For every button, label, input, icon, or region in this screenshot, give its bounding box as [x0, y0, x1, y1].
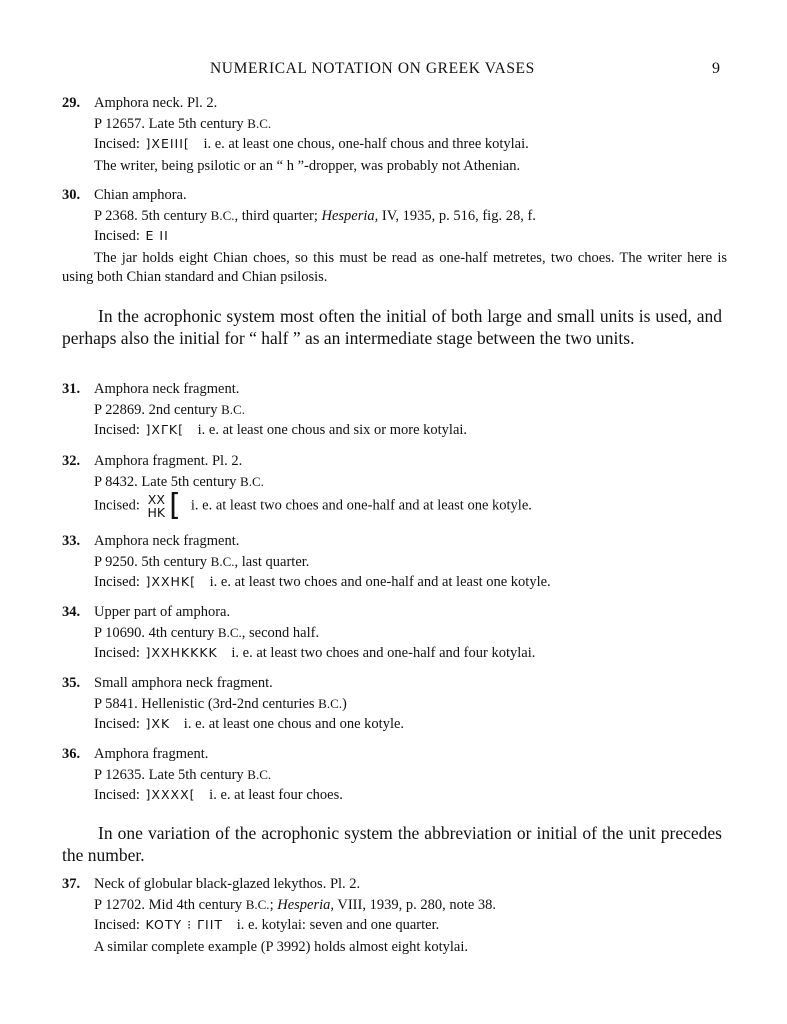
- entry-title: Upper part of amphora.: [94, 604, 231, 620]
- inscription: ]XXXX[: [145, 787, 196, 802]
- entry-incised: Incised: KOTY ⁝ ΓIIT i. e. kotylai: seven and one quarter.: [94, 917, 440, 933]
- entry-title: Amphora neck fragment.: [94, 381, 240, 397]
- entry-date: P 5841. Hellenistic (3rd-2nd centuries B.C.): [94, 695, 347, 712]
- entry-number: 31.: [62, 381, 81, 397]
- body-paragraph-acrophonic: In the acrophonic system most often the initial of both large and small units is used, and perhaps also the initial for “ half ” as an intermediate stage between the two units.: [62, 306, 722, 348]
- entry-number: 29.: [62, 95, 81, 111]
- inscription: ]XK: [145, 716, 171, 731]
- inscription: E II: [145, 228, 169, 243]
- entry-title: Small amphora neck fragment.: [94, 675, 273, 691]
- page-number: 9: [712, 60, 720, 77]
- entry-incised: Incised: ]XΓK[ i. e. at least one chous and six or more kotylai.: [94, 422, 468, 438]
- entry-date: P 10690. 4th century B.C., second half.: [94, 624, 320, 641]
- entry-note: A similar complete example (P 3992) holds almost eight kotylai.: [94, 938, 468, 955]
- entry-title: Neck of globular black-glazed lekythos. Pl. 2.: [94, 876, 361, 892]
- inscription: KOTY ⁝ ΓIIT: [145, 917, 224, 932]
- entry-note: The writer, being psilotic or an “ h ”-dropper, was probably not Athenian.: [94, 157, 521, 174]
- entry-title: Amphora fragment. Pl. 2.: [94, 453, 243, 469]
- entry-incised: Incised: ]XXXX[ i. e. at least four choes.: [94, 787, 343, 803]
- entry-number: 32.: [62, 453, 81, 469]
- catalog-entry-30: [62, 186, 727, 288]
- catalog-entry-35: [62, 674, 727, 735]
- entry-date: P 22869. 2nd century B.C.: [94, 401, 245, 418]
- entry-title: Amphora neck fragment.: [94, 533, 240, 549]
- catalog-entry-34: [62, 603, 727, 664]
- catalog-entry-31: [62, 380, 727, 441]
- entry-title: Amphora neck. Pl. 2.: [94, 95, 218, 111]
- entry-title: Amphora fragment.: [94, 746, 209, 762]
- entry-number: 33.: [62, 533, 81, 549]
- entry-number: 37.: [62, 876, 81, 892]
- stacked-inscription: XX HK: [147, 492, 166, 520]
- entry-date: P 2368. 5th century B.C., third quarter; Hesperia, IV, 1935, p. 516, fig. 28, f.: [94, 207, 536, 224]
- inscription-bracket: [: [169, 488, 181, 523]
- inscription: ]XEIII[: [145, 136, 190, 151]
- inscription: ]XXHK[: [145, 574, 197, 589]
- entry-number: 30.: [62, 187, 81, 203]
- entry-incised: Incised: ]XK i. e. at least one chous and one kotyle.: [94, 716, 405, 732]
- entry-date: P 12702. Mid 4th century B.C.; Hesperia, VIII, 1939, p. 280, note 38.: [94, 896, 497, 913]
- catalog-entry-33: [62, 532, 727, 593]
- catalog-entry-29: [62, 94, 727, 176]
- entry-date: P 12635. Late 5th century B.C.: [94, 766, 272, 783]
- inscription: ]XXHKKKK: [145, 645, 218, 660]
- entry-incised: Incised: ]XXHKKKK i. e. at least two choes and one-half and four kotylai.: [94, 645, 536, 661]
- catalog-entry-37: [62, 875, 727, 957]
- body-paragraph-variation: In one variation of the acrophonic system the abbreviation or initial of the unit precedes the number.: [62, 823, 722, 865]
- entry-number: 36.: [62, 746, 81, 762]
- entry-number: 35.: [62, 675, 81, 691]
- entry-number: 34.: [62, 604, 81, 620]
- entry-date: P 9250. 5th century B.C., last quarter.: [94, 553, 310, 570]
- entry-incised: Incised: ]XXHK[ i. e. at least two choes and one-half and at least one kotyle.: [94, 574, 551, 590]
- entry-incised: Incised: XX HK [ i. e. at least two choes and one-half and at least one kotyle.: [94, 488, 532, 523]
- entry-title: Chian amphora.: [94, 187, 187, 203]
- entry-date: P 12657. Late 5th century B.C.: [94, 115, 272, 132]
- catalog-entry-36: [62, 745, 727, 806]
- entry-incised: Incised: E II: [94, 228, 169, 244]
- entry-date: P 8432. Late 5th century B.C.: [94, 473, 264, 490]
- running-title: NUMERICAL NOTATION ON GREEK VASES: [210, 60, 535, 77]
- entry-incised: Incised: ]XEIII[ i. e. at least one chous, one-half chous and three kotylai.: [94, 136, 529, 152]
- entry-note: The jar holds eight Chian choes, so this must be read as one-half metretes, two choes. The writer here is using both Chian standard and Chian psilosis.: [62, 249, 727, 285]
- inscription: ]XΓK[: [145, 422, 185, 437]
- catalog-entry-32: [62, 452, 727, 523]
